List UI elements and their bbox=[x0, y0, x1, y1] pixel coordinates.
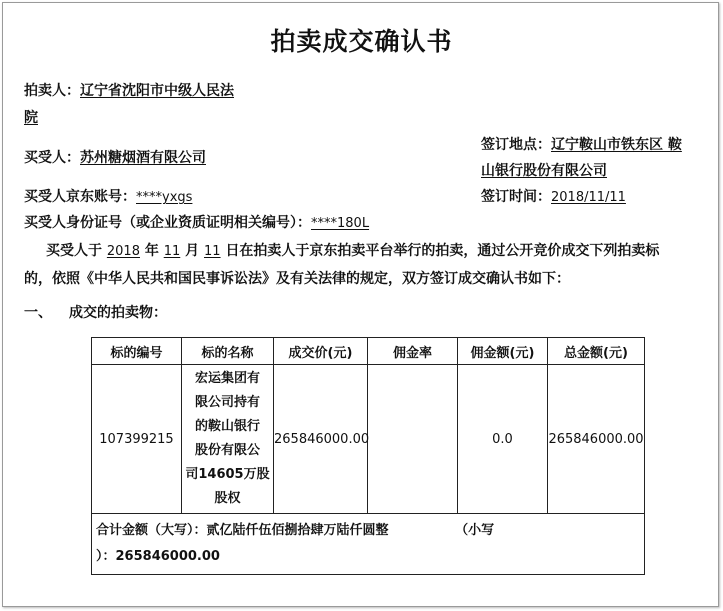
cell-total: 265846000.00 bbox=[548, 365, 645, 514]
sign-time-label: 签订时间： bbox=[481, 189, 551, 205]
buyer-row bbox=[24, 147, 206, 167]
table-row bbox=[92, 365, 645, 514]
sign-time-value: 2018/11/11 bbox=[551, 190, 626, 205]
items-table bbox=[91, 337, 645, 575]
seller-row bbox=[24, 80, 234, 100]
month-value: 11 bbox=[163, 244, 181, 259]
seller-value: 辽宁省沈阳市中级人民法 bbox=[80, 83, 234, 99]
summary-cell: 合计金额（大写）：贰亿陆仟伍佰捌拾肆万陆仟圆整 （小写 ）：265846000.00 bbox=[92, 514, 645, 575]
section-1-label: 成交的拍卖物： bbox=[69, 305, 167, 321]
sign-time-row bbox=[481, 186, 626, 206]
buyer-label: 买受人： bbox=[24, 150, 80, 166]
sign-place-value-cont: 山银行股份有限公司 bbox=[481, 163, 607, 179]
cell-id: 107399215 bbox=[92, 365, 182, 514]
col-header-commission: 佣金额(元) bbox=[458, 338, 548, 365]
summary-row bbox=[92, 514, 645, 575]
col-header-id: 标的编号 bbox=[92, 338, 182, 365]
day-value: 11 bbox=[204, 244, 221, 259]
seller-value-cont: 院 bbox=[24, 110, 38, 126]
id-number-value: ****180L bbox=[311, 216, 370, 231]
jd-account-value: ****yxgs bbox=[136, 190, 193, 205]
summary-label: 合计金额（大写）： bbox=[96, 523, 207, 538]
col-header-total: 总金额(元) bbox=[548, 338, 645, 365]
jd-account-label: 买受人京东账号： bbox=[24, 189, 136, 205]
cell-name: 宏运集团有 限公司持有 的鞍山银行 股份有限公 司14605万股 股权 bbox=[182, 365, 274, 514]
col-header-rate: 佣金率 bbox=[368, 338, 458, 365]
col-header-price: 成交价(元) bbox=[274, 338, 368, 365]
col-header-name: 标的名称 bbox=[182, 338, 274, 365]
buyer-value: 苏州糖烟酒有限公司 bbox=[80, 150, 206, 166]
year-value: 2018 bbox=[106, 244, 140, 259]
jd-account-row bbox=[24, 186, 192, 206]
section-1-number: 一、 bbox=[24, 305, 52, 321]
summary-upper: 贰亿陆仟伍佰捌拾肆万陆仟圆整 bbox=[206, 523, 389, 538]
id-number-label: 买受人身份证号（或企业资质证明相关编号）： bbox=[24, 215, 311, 231]
cell-rate bbox=[368, 365, 458, 514]
summary-lower-value: 265846000.00 bbox=[115, 549, 220, 564]
paragraph-line2: 的，依照《中华人民共和国民事诉讼法》及有关法律的规定，双方签订成交确认书如下： bbox=[24, 271, 570, 287]
id-number-row bbox=[24, 212, 369, 232]
sign-place-row bbox=[481, 134, 682, 154]
sign-place-label: 签订地点： bbox=[481, 137, 551, 153]
table-header-row bbox=[92, 338, 645, 365]
paragraph-line1: 买受人于 2018 年 11 月 11 日在拍卖人于京东拍卖平台举行的拍卖，通过公开竞价成交下列拍卖标 bbox=[46, 243, 660, 259]
cell-commission: 0.0 bbox=[458, 365, 548, 514]
seller-label: 拍卖人： bbox=[24, 83, 80, 99]
cell-price: 265846000.00 bbox=[274, 365, 368, 514]
sign-place-value: 辽宁鞍山市铁东区 鞍 bbox=[551, 137, 682, 153]
document-title: 拍卖成交确认书 bbox=[270, 27, 453, 56]
summary-lower-label: （小写 bbox=[455, 523, 495, 538]
